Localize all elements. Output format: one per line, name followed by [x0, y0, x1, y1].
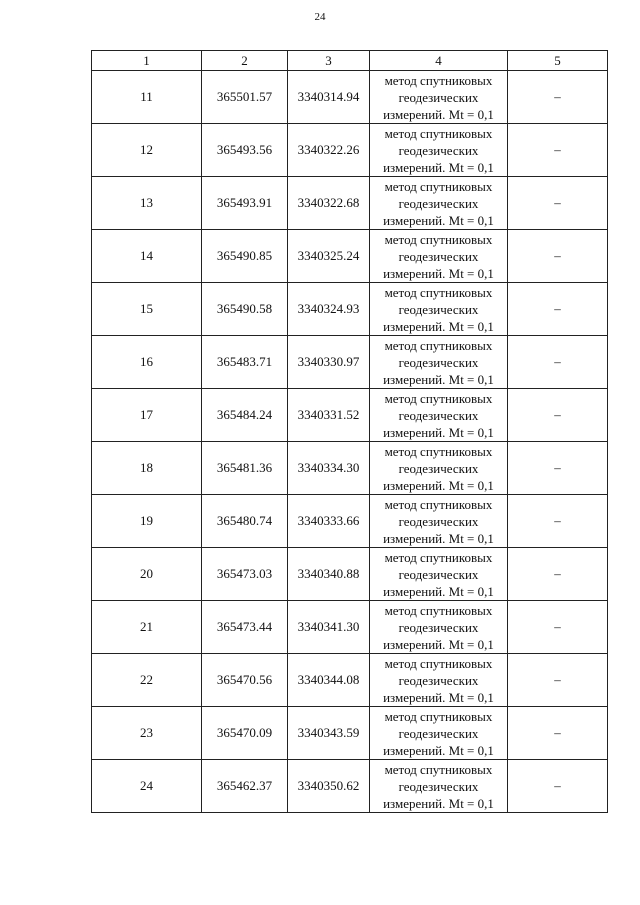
note-cell: –: [508, 495, 608, 548]
table-row: [92, 177, 608, 230]
method-cell: [370, 548, 508, 601]
method-line: измерений. Mt = 0,1: [383, 159, 494, 175]
note-cell: –: [508, 389, 608, 442]
x-coordinate-cell: 365493.91: [202, 177, 288, 230]
y-coordinate-cell: 3340344.08: [288, 654, 370, 707]
table-row: [92, 707, 608, 760]
table-row: [92, 71, 608, 124]
method-line: геодезических: [398, 301, 479, 317]
note-cell: –: [508, 336, 608, 389]
method-cell: [370, 760, 508, 813]
method-line: метод спутниковых: [384, 655, 493, 671]
x-coordinate-cell: 365483.71: [202, 336, 288, 389]
table-row: [92, 495, 608, 548]
method-cell: [370, 177, 508, 230]
note-cell: –: [508, 760, 608, 813]
method-line: метод спутниковых: [384, 337, 493, 353]
method-line: измерений. Mt = 0,1: [383, 318, 494, 334]
table-row: [92, 548, 608, 601]
method-line: измерений. Mt = 0,1: [383, 212, 494, 228]
method-line: измерений. Mt = 0,1: [383, 636, 494, 652]
table-row: [92, 442, 608, 495]
y-coordinate-cell: 3340331.52: [288, 389, 370, 442]
point-number-cell: 19: [92, 495, 202, 548]
y-coordinate-cell: 3340314.94: [288, 71, 370, 124]
method-cell: [370, 601, 508, 654]
method-line: измерений. Mt = 0,1: [383, 424, 494, 440]
x-coordinate-cell: 365493.56: [202, 124, 288, 177]
method-line: геодезических: [398, 248, 479, 264]
x-coordinate-cell: 365490.58: [202, 283, 288, 336]
y-coordinate-cell: 3340322.26: [288, 124, 370, 177]
x-coordinate-cell: 365470.09: [202, 707, 288, 760]
x-coordinate-cell: 365501.57: [202, 71, 288, 124]
method-line: измерений. Mt = 0,1: [383, 265, 494, 281]
method-line: геодезических: [398, 619, 479, 635]
method-cell: [370, 495, 508, 548]
point-number-cell: 21: [92, 601, 202, 654]
x-coordinate-cell: 365473.03: [202, 548, 288, 601]
table-row: [92, 336, 608, 389]
note-cell: –: [508, 548, 608, 601]
x-coordinate-cell: 365473.44: [202, 601, 288, 654]
method-line: метод спутниковых: [384, 549, 493, 565]
y-coordinate-cell: 3340343.59: [288, 707, 370, 760]
method-line: метод спутниковых: [384, 443, 493, 459]
y-coordinate-cell: 3340322.68: [288, 177, 370, 230]
note-cell: –: [508, 601, 608, 654]
method-line: измерений. Mt = 0,1: [383, 530, 494, 546]
header-col-3: 3: [288, 51, 370, 71]
y-coordinate-cell: 3340341.30: [288, 601, 370, 654]
method-line: геодезических: [398, 672, 479, 688]
y-coordinate-cell: 3340324.93: [288, 283, 370, 336]
method-line: геодезических: [398, 566, 479, 582]
y-coordinate-cell: 3340350.62: [288, 760, 370, 813]
method-line: измерений. Mt = 0,1: [383, 795, 494, 811]
header-col-5: 5: [508, 51, 608, 71]
method-line: метод спутниковых: [384, 602, 493, 618]
header-row: [92, 51, 608, 71]
method-cell: [370, 71, 508, 124]
y-coordinate-cell: 3340333.66: [288, 495, 370, 548]
table-row: [92, 389, 608, 442]
y-coordinate-cell: 3340325.24: [288, 230, 370, 283]
method-line: метод спутниковых: [384, 125, 493, 141]
method-line: измерений. Mt = 0,1: [383, 106, 494, 122]
note-cell: –: [508, 177, 608, 230]
table-body: [92, 71, 608, 813]
point-number-cell: 23: [92, 707, 202, 760]
table-row: [92, 283, 608, 336]
table-row: [92, 601, 608, 654]
method-line: метод спутниковых: [384, 761, 493, 777]
method-line: геодезических: [398, 89, 479, 105]
method-line: геодезических: [398, 513, 479, 529]
method-line: измерений. Mt = 0,1: [383, 689, 494, 705]
header-col-2: 2: [202, 51, 288, 71]
table-header: [92, 51, 608, 71]
header-col-4: 4: [370, 51, 508, 71]
coordinates-table: [91, 50, 608, 813]
method-line: измерений. Mt = 0,1: [383, 583, 494, 599]
point-number-cell: 17: [92, 389, 202, 442]
x-coordinate-cell: 365462.37: [202, 760, 288, 813]
method-line: метод спутниковых: [384, 72, 493, 88]
x-coordinate-cell: 365480.74: [202, 495, 288, 548]
method-line: измерений. Mt = 0,1: [383, 742, 494, 758]
method-line: геодезических: [398, 195, 479, 211]
method-line: геодезических: [398, 778, 479, 794]
method-line: измерений. Mt = 0,1: [383, 477, 494, 493]
method-cell: [370, 707, 508, 760]
method-cell: [370, 124, 508, 177]
method-line: метод спутниковых: [384, 284, 493, 300]
y-coordinate-cell: 3340340.88: [288, 548, 370, 601]
table-row: [92, 654, 608, 707]
method-line: метод спутниковых: [384, 496, 493, 512]
method-line: метод спутниковых: [384, 231, 493, 247]
note-cell: –: [508, 124, 608, 177]
method-cell: [370, 654, 508, 707]
x-coordinate-cell: 365470.56: [202, 654, 288, 707]
method-cell: [370, 389, 508, 442]
point-number-cell: 18: [92, 442, 202, 495]
method-cell: [370, 336, 508, 389]
point-number-cell: 15: [92, 283, 202, 336]
method-line: измерений. Mt = 0,1: [383, 371, 494, 387]
table-row: [92, 760, 608, 813]
method-line: геодезических: [398, 725, 479, 741]
method-line: метод спутниковых: [384, 390, 493, 406]
point-number-cell: 13: [92, 177, 202, 230]
method-line: геодезических: [398, 142, 479, 158]
method-cell: [370, 230, 508, 283]
method-line: метод спутниковых: [384, 178, 493, 194]
point-number-cell: 14: [92, 230, 202, 283]
note-cell: –: [508, 654, 608, 707]
point-number-cell: 11: [92, 71, 202, 124]
note-cell: –: [508, 442, 608, 495]
method-line: геодезических: [398, 407, 479, 423]
method-line: метод спутниковых: [384, 708, 493, 724]
method-cell: [370, 442, 508, 495]
table-row: [92, 124, 608, 177]
method-line: геодезических: [398, 460, 479, 476]
table-row: [92, 230, 608, 283]
page-number: 24: [314, 11, 326, 23]
y-coordinate-cell: 3340334.30: [288, 442, 370, 495]
note-cell: –: [508, 283, 608, 336]
header-col-1: 1: [92, 51, 202, 71]
point-number-cell: 20: [92, 548, 202, 601]
method-cell: [370, 283, 508, 336]
note-cell: –: [508, 71, 608, 124]
x-coordinate-cell: 365481.36: [202, 442, 288, 495]
point-number-cell: 24: [92, 760, 202, 813]
note-cell: –: [508, 707, 608, 760]
point-number-cell: 12: [92, 124, 202, 177]
note-cell: –: [508, 230, 608, 283]
x-coordinate-cell: 365484.24: [202, 389, 288, 442]
point-number-cell: 16: [92, 336, 202, 389]
x-coordinate-cell: 365490.85: [202, 230, 288, 283]
y-coordinate-cell: 3340330.97: [288, 336, 370, 389]
method-line: геодезических: [398, 354, 479, 370]
point-number-cell: 22: [92, 654, 202, 707]
